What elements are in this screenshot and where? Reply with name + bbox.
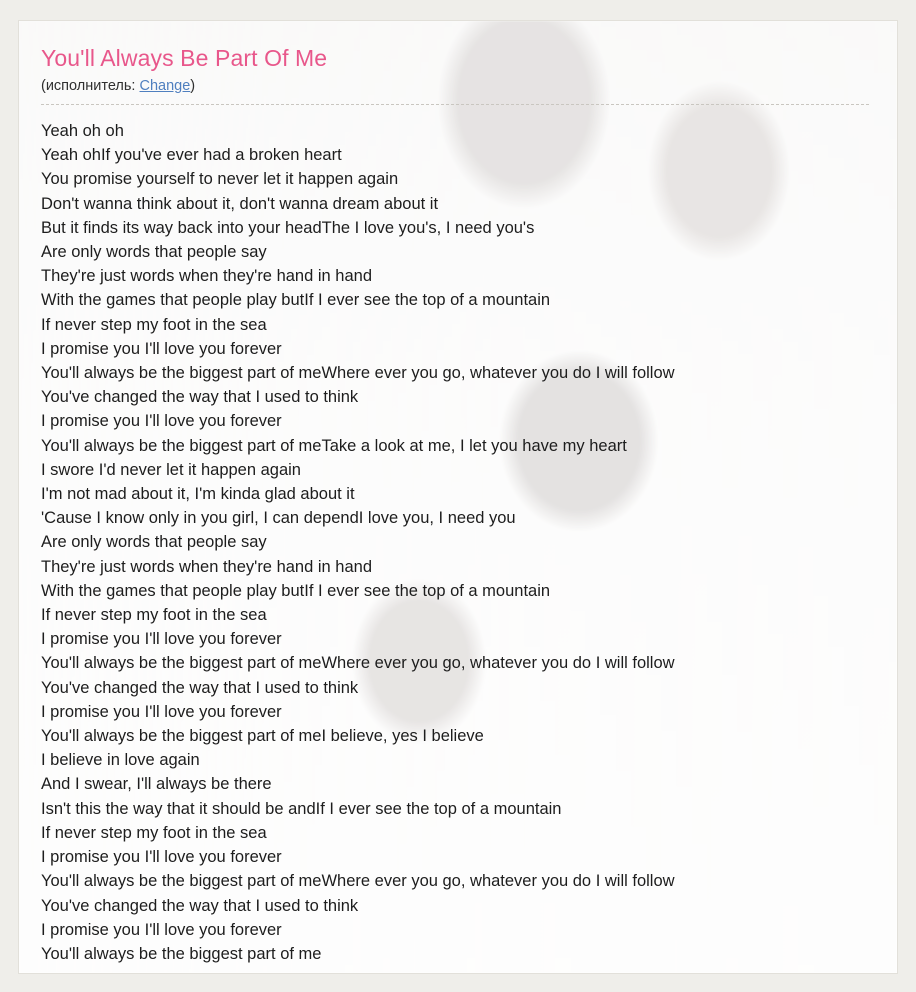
card-content xyxy=(19,21,897,974)
lyrics-line: I promise you I'll love you forever xyxy=(41,848,282,867)
lyrics-line: I'm not mad about it, I'm kinda glad about it xyxy=(41,485,355,504)
lyrics-line: I swore I'd never let it happen again xyxy=(41,460,301,479)
lyrics-line: I promise you I'll love you forever xyxy=(41,630,282,649)
lyrics-line: You'll always be the biggest part of meTake a look at me, I let you have my heart xyxy=(41,436,627,455)
lyrics-line: But it finds its way back into your headThe I love you's, I need you's xyxy=(41,218,535,237)
lyrics-line: With the games that people play butIf I ever see the top of a mountain xyxy=(41,581,551,600)
lyrics-line: You've changed the way that I used to think xyxy=(41,678,359,697)
lyrics-line: With the games that people play butIf I ever see the top of a mountain xyxy=(41,291,551,310)
lyrics-line: I promise you I'll love you forever xyxy=(41,412,282,431)
lyrics-line: You'll always be the biggest part of meWhere ever you go, whatever you do I will follow xyxy=(41,654,675,673)
lyrics-line: You've changed the way that I used to think xyxy=(41,388,359,407)
lyrics-line: Yeah ohIf you've ever had a broken heart xyxy=(41,146,342,165)
artist-link[interactable]: Change xyxy=(139,78,191,94)
page-title: You'll Always Be Part Of Me xyxy=(41,45,328,71)
lyrics-line: They're just words when they're hand in hand xyxy=(41,267,372,286)
lyrics-line: I believe in love again xyxy=(41,751,200,770)
lyrics-line: If never step my foot in the sea xyxy=(41,315,267,334)
lyrics-line: Isn't this the way that it should be andIf I ever see the top of a mountain xyxy=(41,799,562,818)
lyrics-line: You'll always be the biggest part of meWhere ever you go, whatever you do I will follow xyxy=(41,364,675,383)
lyrics-line: If never step my foot in the sea xyxy=(41,606,267,625)
lyrics-line: Are only words that people say xyxy=(41,243,267,262)
lyrics-line: You promise yourself to never let it happen again xyxy=(41,170,399,189)
lyrics-line: You'll always be the biggest part of meI believe, yes I believe xyxy=(41,727,484,746)
lyrics-card xyxy=(18,20,898,974)
artist-line xyxy=(41,78,869,105)
lyrics-line: You'll always be the biggest part of meWhere ever you go, whatever you do I will follow xyxy=(41,872,675,891)
artist-prefix-label: (исполнитель: xyxy=(41,78,136,94)
lyrics-line: Are only words that people say xyxy=(41,533,267,552)
lyrics-body xyxy=(41,119,869,966)
lyrics-line: Yeah oh oh xyxy=(41,122,124,140)
lyrics-line: 'Cause I know only in you girl, I can dependI love you, I need you xyxy=(41,509,516,528)
lyrics-line: I promise you I'll love you forever xyxy=(41,339,282,358)
lyrics-line: You've changed the way that I used to think xyxy=(41,896,359,915)
lyrics-line: I promise you I'll love you forever xyxy=(41,920,282,939)
lyrics-line: And I swear, I'll always be there xyxy=(41,775,272,794)
lyrics-line: If never step my foot in the sea xyxy=(41,823,267,842)
artist-suffix-label: ) xyxy=(190,78,196,94)
lyrics-line: Don't wanna think about it, don't wanna dream about it xyxy=(41,194,439,213)
lyrics-line: They're just words when they're hand in hand xyxy=(41,557,372,576)
lyrics-line: You'll always be the biggest part of me xyxy=(41,944,322,963)
lyrics-line: I promise you I'll love you forever xyxy=(41,702,282,721)
